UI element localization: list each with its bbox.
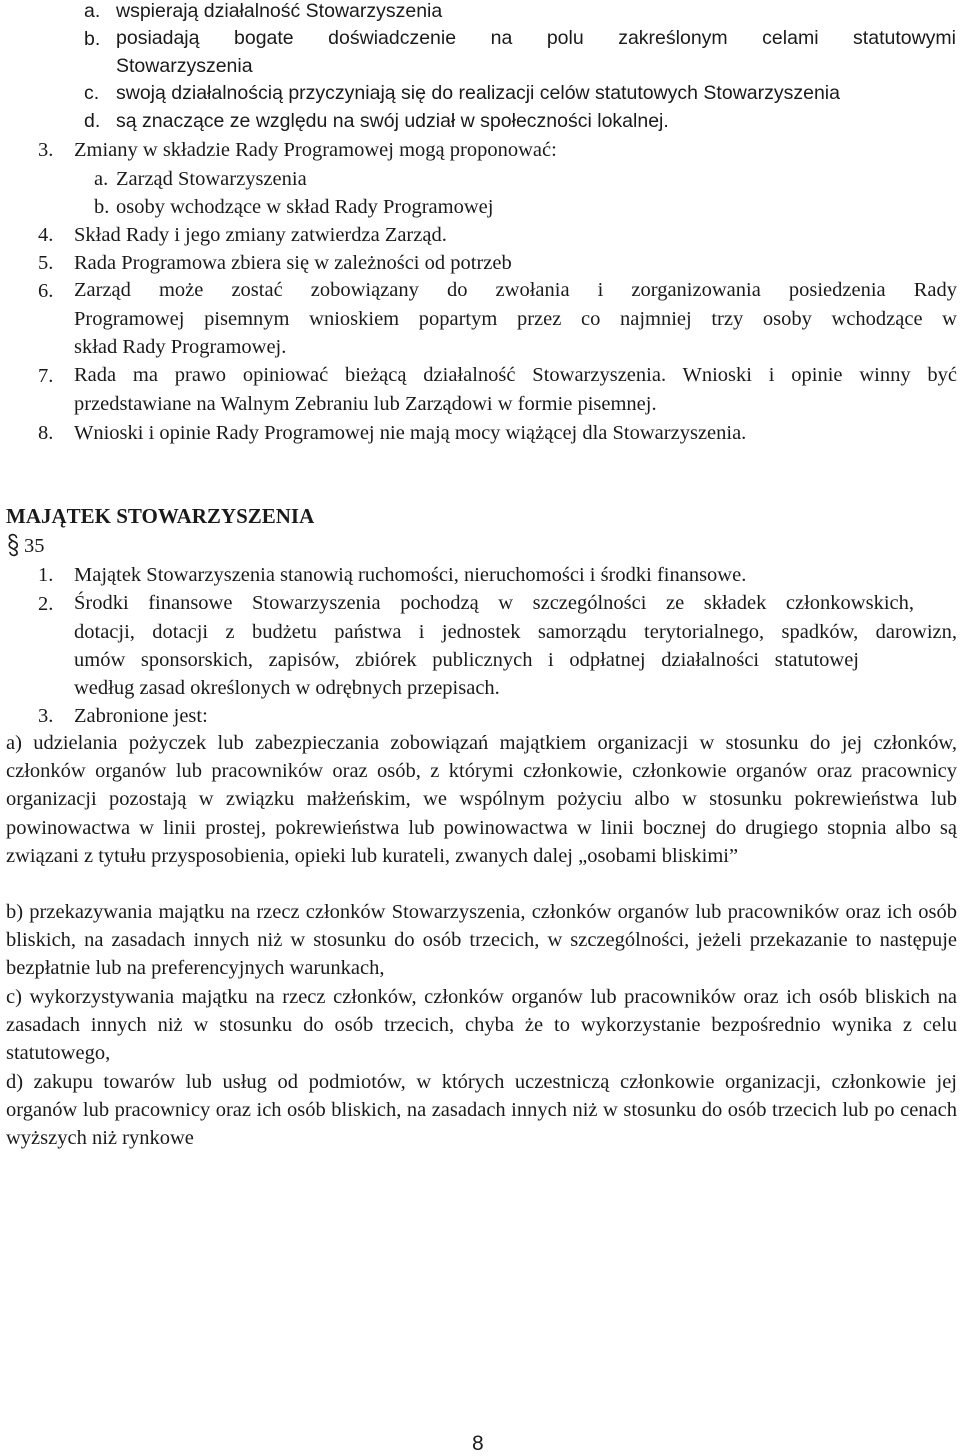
list-item-text: dotacji, dotacji z budżetu państwa i jednostek samorządu terytorialnego, spadków, darowizn, — [74, 621, 957, 643]
list-item-text: Zarząd może zostać zobowiązany do zwołania i zorganizowania posiedzenia Rady — [74, 279, 957, 301]
list-item-text: Skład Rady i jego zmiany zatwierdza Zarząd. — [74, 224, 447, 246]
list-item-text: Zmiany w składzie Rady Programowej mogą proponować: — [74, 139, 557, 161]
prohibition-paragraph: b) przekazywania majątku na rzecz członków Stowarzyszenia, członków organów lub pracowników oraz ich osób bliskich, na zasadach innych niż w stosunku do osób trzecich, w szczególności, jeżeli przekazanie to następuje bezpłatnie lub na preferencyjnych warunkach, — [6, 901, 957, 980]
list-item-text: swoją działalnością przyczyniają się do realizacji celów statutowych Stowarzyszenia — [116, 82, 840, 104]
list-item-text: Rada ma prawo opiniować bieżącą działalność Stowarzyszenia. Wnioski i opinie winny być — [74, 364, 957, 386]
list-label: 1. — [38, 564, 54, 586]
list-label: 5. — [38, 252, 54, 274]
list-label: 3. — [38, 139, 54, 161]
list-item-text: Majątek Stowarzyszenia stanowią ruchomości, nieruchomości i środki finansowe. — [74, 564, 747, 586]
list-item-text: Stowarzyszenia — [116, 55, 253, 77]
section-heading: MAJĄTEK STOWARZYSZENIA — [6, 504, 315, 528]
list-label: 8. — [38, 422, 54, 444]
list-item-text: wspierają działalność Stowarzyszenia — [116, 0, 443, 22]
list-item-text: według zasad określonych w odrębnych przepisach. — [74, 677, 500, 699]
prohibition-paragraph: a) udzielania pożyczek lub zabezpieczania zobowiązań majątkiem organizacji w stosunku do jej członków, członków organów lub pracowników oraz osób, z którymi członkowie, członkowie organów oraz pracownicy organizacji pozostają w związku małżeńskim, we wspólnym pożyciu albo w stosunku pokrewieństwa lub powinowactwa w linii prostej, pokrewieństwa lub powinowactwa w linii bocznej do drugiego stopnia albo są związani z tytułu przysposobienia, opieki lub kurateli, zwanych dalej „osobami bliskimi” — [6, 732, 957, 867]
list-item-text: Wnioski i opinie Rady Programowej nie mają mocy wiążącej dla Stowarzyszenia. — [74, 422, 747, 444]
list-item-text: są znaczące ze względu na swój udział w społeczności lokalnej. — [116, 110, 669, 132]
prohibition-paragraph: c) wykorzystywania majątku na rzecz członków, członków organów lub pracowników oraz ich osób bliskich na zasadach innych niż w stosunku do osób trzecich, chyba że to wykorzystanie bezpośrednio wynika z celu statutowego, — [6, 986, 957, 1065]
list-label: a. — [84, 0, 101, 22]
paragraph-sign — [6, 533, 20, 560]
section-sign-icon — [6, 533, 20, 557]
paragraph-number: 35 — [24, 535, 45, 557]
prohibition-paragraph: d) zakupu towarów lub usług od podmiotów, w których uczestniczą członkowie organizacji, członkowie jej organów lub pracownicy oraz ich osób bliskich, na zasadach innych niż w stosunku do osób trzecich lub po cenach wyższych niż rynkowe — [6, 1071, 957, 1150]
page-number: 8 — [472, 1432, 484, 1455]
list-label: c. — [84, 82, 100, 104]
list-label: 4. — [38, 224, 54, 246]
list-label: 7. — [38, 365, 54, 387]
list-label: d. — [84, 110, 101, 132]
list-item-text: Zabronione jest: — [74, 705, 208, 727]
list-label: a. — [94, 168, 109, 190]
list-label: b. — [84, 28, 101, 50]
list-item-text: Programowej pisemnym wnioskiem popartym przez co najmniej trzy osoby wchodzące w — [74, 308, 957, 330]
list-label: b. — [94, 196, 110, 218]
list-item-text: Środki finansowe Stowarzyszenia pochodzą w szczególności ze składek członkowskich, — [74, 592, 914, 614]
list-label: 2. — [38, 593, 54, 615]
list-item-text: posiadają bogate doświadczenie na polu zakreślonym celami statutowymi — [116, 27, 956, 49]
list-item-text: skład Rady Programowej. — [74, 336, 287, 358]
list-label: 3. — [38, 705, 54, 727]
list-item-text: umów sponsorskich, zapisów, zbiórek publicznych i odpłatnej działalności statutowej — [74, 649, 859, 671]
list-item-text: osoby wchodzące w skład Rady Programowej — [116, 196, 494, 218]
list-item-text: Zarząd Stowarzyszenia — [116, 168, 307, 190]
list-item-text: Rada Programowa zbiera się w zależności od potrzeb — [74, 252, 512, 274]
list-label: 6. — [38, 280, 54, 302]
list-item-text: przedstawiane na Walnym Zebraniu lub Zarządowi w formie pisemnej. — [74, 393, 657, 415]
